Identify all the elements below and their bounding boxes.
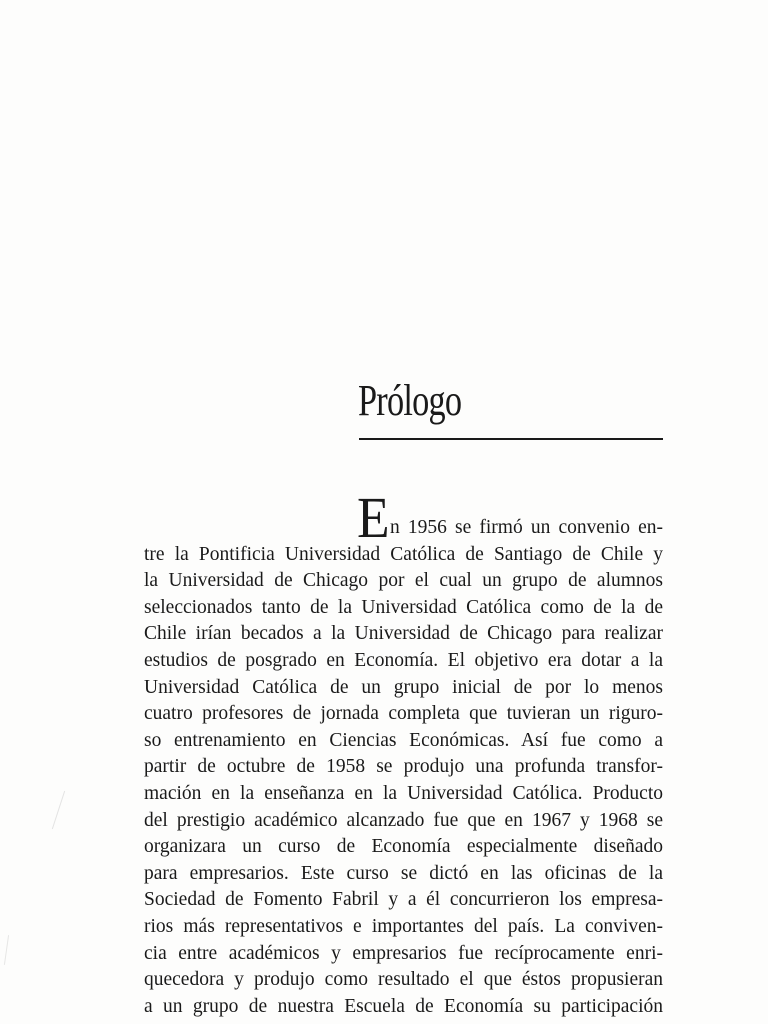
- text-line: organizara un curso de Economía especialmente diseñado: [144, 836, 663, 858]
- text-line: la Universidad de Chicago por el cual un grupo de alumnos: [144, 570, 663, 592]
- text-line: del prestigio académico alcanzado fue que en 1967 y 1968 se: [144, 809, 663, 831]
- scan-artifact: [4, 935, 9, 965]
- text-line: so entrenamiento en Ciencias Económicas. Así fue como a: [144, 729, 663, 751]
- scan-artifact: [52, 791, 65, 829]
- text-line: seleccionados tanto de la Universidad Católica como de la de: [144, 596, 663, 618]
- text-line: Universidad Católica de un grupo inicial de por lo menos: [144, 676, 663, 698]
- text-line: cuatro profesores de jornada completa que tuvieran un riguro-: [144, 703, 663, 725]
- text-line: partir de octubre de 1958 se produjo una profunda transfor-: [144, 756, 663, 778]
- text-line: n 1956 se firmó un convenio en-: [390, 517, 663, 538]
- text-line: estudios de posgrado en Economía. El objetivo era dotar a la: [144, 649, 663, 671]
- drop-cap: E: [357, 485, 390, 550]
- text-line: mación en la enseñanza en la Universidad Católica. Producto: [144, 782, 663, 804]
- chapter-title: Prólogo: [358, 376, 462, 425]
- body-paragraph: [144, 515, 663, 1020]
- text-line: tre la Pontificia Universidad Católica de Santiago de Chile y: [144, 543, 663, 565]
- title-underline: [359, 438, 663, 440]
- text-line: Sociedad de Fomento Fabril y a él concurrieron los empresa-: [144, 889, 663, 911]
- text-line: a un grupo de nuestra Escuela de Economía su participación: [144, 995, 663, 1017]
- text-line: para empresarios. Este curso se dictó en las oficinas de la: [144, 862, 663, 884]
- text-line: quecedora y produjo como resultado el que éstos propusieran: [144, 969, 663, 991]
- text-line: rios más representativos e importantes del país. La conviven-: [144, 915, 663, 937]
- text-line: cia entre académicos y empresarios fue recíprocamente enri-: [144, 942, 663, 964]
- text-line: Chile irían becados a la Universidad de Chicago para realizar: [144, 623, 663, 645]
